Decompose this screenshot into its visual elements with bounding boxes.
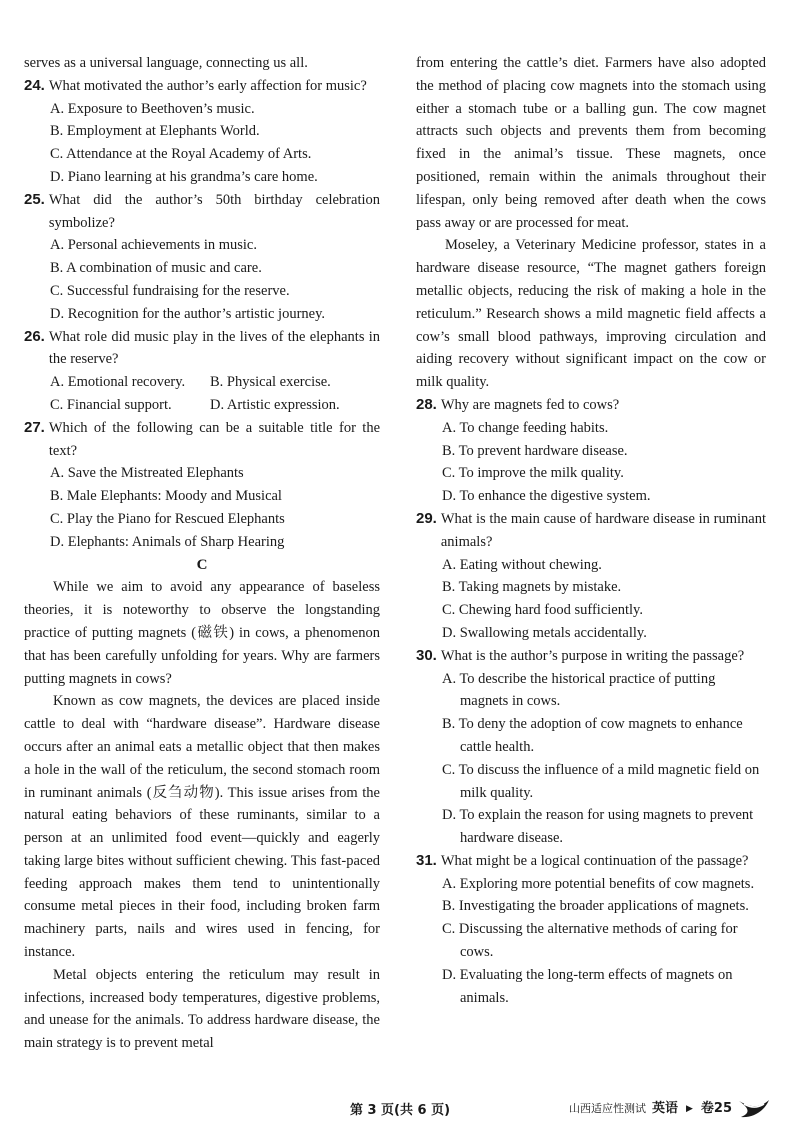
question-27 xyxy=(24,417,380,554)
option-a: A. Exploring more potential benefits of cow magnets. xyxy=(442,875,755,892)
question-25 xyxy=(24,189,380,326)
question-number: 25. xyxy=(24,190,45,208)
option-d: D. Elephants: Animals of Sharp Hearing xyxy=(50,533,285,550)
passage-paragraph-3-continued: from entering the cattle’s diet. Farmers have also adopted the method of placing cow magnets into the stomach using either a stomach tube or a balling gun. The cow magnet attracts such objects and prevents them from becoming fixed in the animal’s tissue. These magnets, once positioned, remain within the animals throughout their lifespan, only being removed after death when the cows pass away or are processed for meat. xyxy=(416,55,766,231)
option-a: A. Personal achievements in music. xyxy=(50,237,257,254)
page-footer xyxy=(0,1098,800,1122)
option-c: C. To improve the milk quality. xyxy=(442,465,624,482)
option-b: B. Investigating the broader applications of magnets. xyxy=(442,898,749,915)
passage-paragraph-4: Moseley, a Veterinary Medicine professor, states in a hardware disease resource, “The magnet gathers foreign metallic objects, reducing the risk of making a hole in the reticulum.” Research shows a mild magnetic field affects a cow’s small blood pathways, improving circulation and aiding recovery without significant impact on the cow or milk quality. xyxy=(416,237,766,391)
option-b: B. To deny the adoption of cow magnets to enhance cattle health. xyxy=(442,716,743,755)
right-column xyxy=(416,52,766,1009)
triangle-separator-icon: ▶ xyxy=(685,1104,693,1114)
question-number: 31. xyxy=(416,851,437,869)
option-b: B. Employment at Elephants World. xyxy=(50,123,260,140)
question-31 xyxy=(416,850,766,1010)
exam-name: 山西适应性测试 xyxy=(568,1102,646,1115)
option-d: D. Artistic expression. xyxy=(210,396,340,413)
option-c: C. To discuss the influence of a mild magnetic field on milk quality. xyxy=(442,761,760,801)
exam-label xyxy=(569,1098,770,1121)
question-26 xyxy=(24,326,380,417)
option-a: A. Emotional recovery. xyxy=(50,374,186,391)
question-stem: What is the author’s purpose in writing the passage? xyxy=(440,647,745,664)
question-24 xyxy=(24,75,380,189)
question-number: 28. xyxy=(416,395,437,413)
passage-paragraph-1: While we aim to avoid any appearance of baseless theories, it is noteworthy to observe the longstanding practice of putting magnets (磁铁) in cows, a phenomenon that has been carefully unfolding for years. Why are farmers putting magnets in cows? xyxy=(24,579,380,687)
option-b: B. To prevent hardware disease. xyxy=(442,442,628,459)
option-a: A. Exposure to Beethoven’s music. xyxy=(50,100,255,117)
passage-paragraph-3: Metal objects entering the reticulum may result in infections, increased body temperatures, digestive problems, and unease for the animals. To address hardware disease, the main strategy is to prevent metal xyxy=(24,966,380,1052)
swoosh-logo-icon xyxy=(738,1098,770,1120)
option-b: B. Taking magnets by mistake. xyxy=(442,579,622,596)
question-29 xyxy=(416,508,766,645)
option-d: D. To enhance the digestive system. xyxy=(442,488,651,505)
option-d: D. To explain the reason for using magnets to prevent hardware disease. xyxy=(442,807,754,847)
question-stem: What did the author’s 50th birthday celebration symbolize? xyxy=(48,191,380,231)
question-stem: What is the main cause of hardware disease in ruminant animals? xyxy=(440,510,766,550)
option-a: A. Eating without chewing. xyxy=(442,556,602,573)
passage-paragraph-2: Known as cow magnets, the devices are placed inside cattle to deal with “hardware disease”. Hardware disease occurs after an animal eats a metallic object that then makes a hole in the wall of the reticulum, the second stomach room in ruminant animals (反刍动物). This issue arises from the natural eating behaviors of these ruminants, similar to a person at an unlimited food event—quickly and eagerly taking large bites without sufficient chewing. This fast-paced feeding approach makes them tend to unintentionally consume metal pieces in their food, including broken farm machinery parts, nails and wires used in fencing, for instance. xyxy=(24,693,380,961)
option-b: B. Male Elephants: Moody and Musical xyxy=(50,488,282,505)
question-stem: What role did music play in the lives of the elephants in the reserve? xyxy=(48,328,380,368)
option-c: C. Successful fundraising for the reserve. xyxy=(50,282,290,299)
question-stem: What might be a logical continuation of the passage? xyxy=(440,852,749,869)
question-number: 29. xyxy=(416,509,437,527)
paper-number: 卷25 xyxy=(700,1101,732,1116)
option-c: C. Play the Piano for Rescued Elephants xyxy=(50,510,285,527)
question-number: 27. xyxy=(24,418,45,436)
question-stem: Why are magnets fed to cows? xyxy=(440,396,620,413)
question-30 xyxy=(416,645,766,850)
option-d: D. Swallowing metals accidentally. xyxy=(442,624,647,641)
option-b: B. Physical exercise. xyxy=(210,374,331,391)
option-a: A. To describe the historical practice of putting magnets in cows. xyxy=(442,670,716,710)
passage-b-ending: serves as a universal language, connecting us all. xyxy=(24,55,308,71)
option-d: D. Evaluating the long-term effects of magnets on animals. xyxy=(442,966,733,1006)
question-number: 24. xyxy=(24,76,45,94)
subject-name: 英语 xyxy=(651,1101,678,1116)
question-number: 30. xyxy=(416,646,437,664)
option-c: C. Financial support. xyxy=(50,396,172,413)
option-c: C. Attendance at the Royal Academy of Arts. xyxy=(50,146,312,163)
question-stem: Which of the following can be a suitable title for the text? xyxy=(48,419,380,459)
option-c: C. Discussing the alternative methods of caring for cows. xyxy=(442,921,738,961)
page-number: 第 3 页(共 6 页) xyxy=(349,1103,451,1118)
question-stem: What motivated the author’s early affection for music? xyxy=(48,77,367,94)
option-d: D. Piano learning at his grandma’s care home. xyxy=(50,168,318,185)
option-d: D. Recognition for the author’s artistic journey. xyxy=(50,305,326,322)
question-28 xyxy=(416,394,766,508)
option-b: B. A combination of music and care. xyxy=(50,260,262,277)
option-a: A. To change feeding habits. xyxy=(442,419,609,436)
left-column xyxy=(24,52,380,1055)
option-c: C. Chewing hard food sufficiently. xyxy=(442,602,643,619)
option-a: A. Save the Mistreated Elephants xyxy=(50,465,244,482)
question-number: 26. xyxy=(24,327,45,345)
section-c-heading: C xyxy=(196,556,208,573)
